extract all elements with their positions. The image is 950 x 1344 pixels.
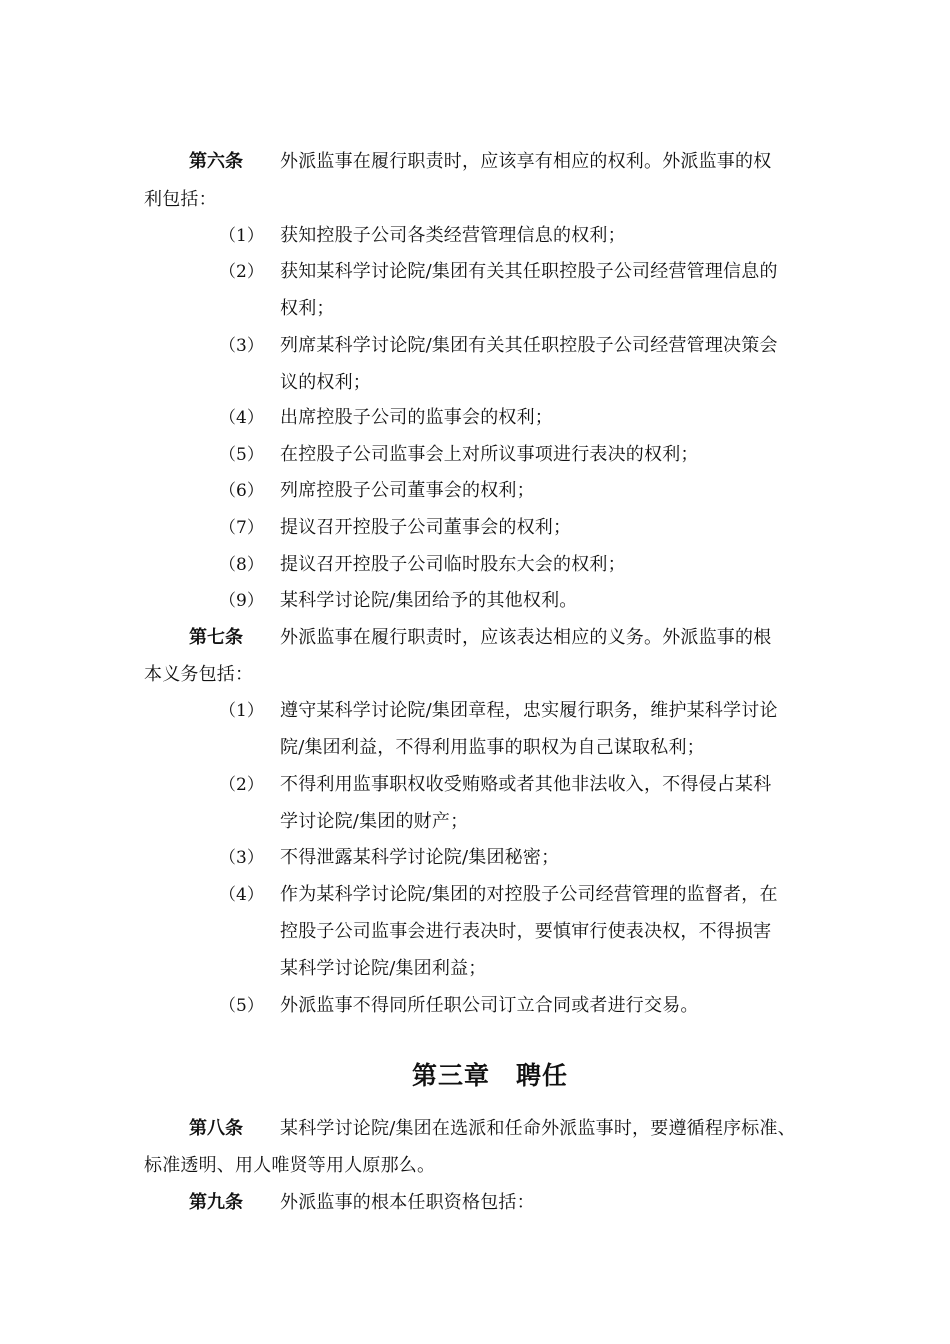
item-text: 不得利用监事职权收受贿赂或者其他非法收入，不得侵占某科: [280, 774, 772, 795]
item-text: 某科学讨论院/集团给予的其他权利。: [280, 590, 578, 611]
article-text: 本义务包括：: [144, 664, 254, 685]
item-text: 控股子公司监事会进行表决时，要慎审行使表决权，不得损害: [280, 921, 772, 942]
chapter-subtitle: 聘任: [516, 1061, 569, 1090]
article-label: 第六条: [189, 151, 243, 172]
item-number: （7）: [219, 518, 264, 538]
item-text: 作为某科学讨论院/集团的对控股子公司经营管理的监督者，在: [280, 884, 778, 905]
item-number: （3）: [219, 848, 264, 868]
item-text: 列席控股子公司董事会的权利；: [280, 480, 535, 501]
item-text: 获知控股子公司各类经营管理信息的权利；: [280, 225, 626, 246]
item-text: 提议召开控股子公司临时股东大会的权利；: [280, 554, 626, 575]
article-text: 外派监事的根本任职资格包括：: [280, 1192, 535, 1213]
item-text: 列席某科学讨论院/集团有关其任职控股子公司经营管理决策会: [280, 335, 778, 356]
item-number: （4）: [219, 885, 264, 905]
article-text: 标准透明、用人唯贤等用人原那么。: [144, 1155, 436, 1176]
chapter-title: 第三章: [412, 1061, 491, 1090]
item-number: （9）: [219, 591, 264, 611]
item-text: 外派监事不得同所任职公司订立合同或者进行交易。: [280, 995, 699, 1016]
item-number: （5）: [219, 996, 264, 1016]
item-text: 议的权利；: [280, 372, 371, 393]
item-text: 在控股子公司监事会上对所议事项进行表决的权利；: [280, 444, 699, 465]
item-text: 院/集团利益，不得利用监事的职权为自己谋取私利；: [280, 737, 705, 758]
article-label: 第八条: [189, 1118, 243, 1139]
item-text: 遵守某科学讨论院/集团章程，忠实履行职务，维护某科学讨论: [280, 700, 778, 721]
item-number: （1）: [219, 226, 264, 246]
item-text: 提议召开控股子公司董事会的权利；: [280, 517, 572, 538]
item-number: （5）: [219, 445, 264, 465]
item-number: （3）: [219, 336, 264, 356]
item-number: （2）: [219, 775, 264, 795]
item-text: 获知某科学讨论院/集团有关其任职控股子公司经营管理信息的: [280, 261, 778, 282]
item-text: 某科学讨论院/集团利益；: [280, 958, 487, 979]
item-number: （4）: [219, 408, 264, 428]
item-text: 不得泄露某科学讨论院/集团秘密；: [280, 847, 560, 868]
item-number: （8）: [219, 555, 264, 575]
article-text: 某科学讨论院/集团在选派和任命外派监事时，要遵循程序标准、: [280, 1118, 796, 1139]
item-number: （2）: [219, 262, 264, 282]
article-label: 第七条: [189, 627, 243, 648]
item-text: 权利；: [280, 298, 335, 319]
article-text: 利包括：: [144, 189, 217, 210]
article-text: 外派监事在履行职责时，应该享有相应的权利。外派监事的权: [280, 151, 772, 172]
item-text: 出席控股子公司的监事会的权利；: [280, 407, 553, 428]
item-text: 学讨论院/集团的财产；: [280, 811, 469, 832]
article-label: 第九条: [189, 1192, 243, 1213]
item-number: （1）: [219, 701, 264, 721]
item-number: （6）: [219, 481, 264, 501]
article-text: 外派监事在履行职责时，应该表达相应的义务。外派监事的根: [280, 627, 772, 648]
